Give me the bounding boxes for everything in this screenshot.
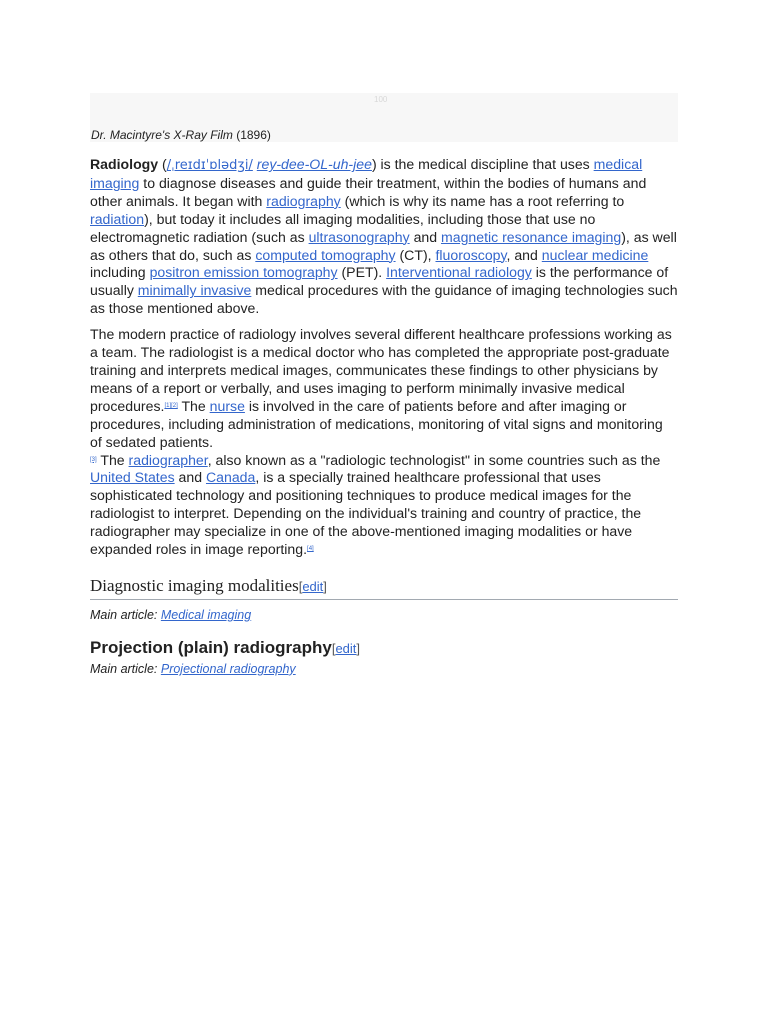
bracket: ] xyxy=(356,640,361,656)
text: ), as well as others that do, such as xyxy=(90,228,677,263)
edit-section-link xyxy=(299,579,327,594)
text: to diagnose diseases and guide their treatment, within the bodies of humans and other animals. It began with xyxy=(90,174,647,209)
caption-title: Dr. Macintyre's X-Ray Film xyxy=(91,128,233,142)
link-medical-imaging[interactable]: medical imaging xyxy=(90,156,643,191)
link-nurse[interactable]: nurse xyxy=(209,397,245,414)
main-article-note xyxy=(90,607,678,623)
text: , is a specially trained healthcare professional that uses sophisticated technology and positioning techniques to produce medical images for the radiologist to interpret. Depending on the individual's training and country of practice, the radiographer may specialize in one of the above-mentioned imaging modalities or have expanded roles in image reporting. xyxy=(90,469,642,558)
edit-subsection-link xyxy=(332,641,360,656)
subsection-heading-projection-radiography xyxy=(90,638,678,659)
text: and xyxy=(174,469,206,486)
link-radiation[interactable]: radiation xyxy=(90,210,145,227)
text: ( xyxy=(158,156,167,172)
text: , and xyxy=(506,246,542,263)
link-main-article-medical-imaging[interactable]: Medical imaging xyxy=(160,607,252,622)
text: including xyxy=(90,264,150,281)
reference-1-2[interactable]: [1][2] xyxy=(164,402,178,409)
text: ) is the medical discipline that uses xyxy=(371,156,594,172)
term-radiology: Radiology xyxy=(90,156,159,172)
section-title: Diagnostic imaging modalities xyxy=(90,575,299,595)
bracket: [ xyxy=(331,640,336,656)
edit-link[interactable]: edit xyxy=(335,640,357,656)
reference-3[interactable]: [3] xyxy=(90,456,97,463)
link-ultrasonography[interactable]: ultrasonography xyxy=(308,228,410,245)
bracket: [ xyxy=(298,578,303,594)
link-mri[interactable]: magnetic resonance imaging xyxy=(441,228,622,245)
text: is the performance of usually xyxy=(90,264,669,299)
text: medical procedures with the guidance of imaging technologies such as those mentioned above. xyxy=(90,282,678,317)
text: The xyxy=(177,397,210,414)
text: (PET). xyxy=(337,264,387,281)
hatnote-prefix: Main article: xyxy=(90,607,161,622)
text: ), but today it includes all imaging modalities, including those that use no electromagnetic radiation (such as xyxy=(90,210,596,245)
ipa-link[interactable]: /ˌreɪdɪˈɒlədʒi/ xyxy=(166,158,253,173)
text: and xyxy=(409,228,442,245)
text: The xyxy=(96,451,129,468)
text: The modern practice of radiology involves several different healthcare professions working as a team. The radiologist is a medical doctor who has completed the appropriate post-graduate training and interprets medical images, communicates these findings to other physicians by means of a report or verbally, and uses imaging to perform minimally invasive medical procedures. xyxy=(90,326,672,414)
hatnote-prefix: Main article: xyxy=(90,661,161,676)
link-minimally-invasive[interactable]: minimally invasive xyxy=(137,282,252,299)
link-fluoroscopy[interactable]: fluoroscopy xyxy=(435,246,507,263)
text: , also known as a "radiologic technologist" in some countries such as the xyxy=(207,451,661,468)
link-united-states[interactable]: United States xyxy=(90,469,175,486)
link-computed-tomography[interactable]: computed tomography xyxy=(255,246,396,263)
link-canada[interactable]: Canada xyxy=(205,469,256,486)
figure-image-placeholder[interactable]: 100 xyxy=(374,95,388,104)
reference-4[interactable]: [4] xyxy=(307,546,314,553)
link-pet[interactable]: positron emission tomography xyxy=(149,264,338,281)
intro-paragraph xyxy=(90,156,678,318)
subsection-title: Projection (plain) radiography xyxy=(90,637,332,657)
section-heading-diagnostic-imaging xyxy=(90,575,678,600)
edit-link[interactable]: edit xyxy=(302,578,324,594)
practice-paragraph xyxy=(90,326,678,559)
bracket: ] xyxy=(323,578,327,594)
link-radiography[interactable]: radiography xyxy=(266,192,341,209)
caption-year: (1896) xyxy=(232,128,271,142)
figure-caption xyxy=(91,128,271,142)
link-main-article-projectional-radiography[interactable]: Projectional radiography xyxy=(160,661,296,676)
text: is involved in the care of patients before and after imaging or procedures, including administration of medications, monitoring of vital signs and monitoring of sedated patients. xyxy=(90,397,663,450)
article-content xyxy=(90,93,678,677)
figure-box xyxy=(90,93,678,142)
respelling-link[interactable]: rey-dee-OL-uh-jee xyxy=(256,156,372,172)
link-interventional-radiology[interactable]: Interventional radiology xyxy=(386,264,532,281)
text: (CT), xyxy=(395,246,436,263)
link-nuclear-medicine[interactable]: nuclear medicine xyxy=(541,246,649,263)
text: (which is why its name has a root referring to xyxy=(340,192,625,209)
main-article-note xyxy=(90,661,678,677)
link-radiographer[interactable]: radiographer xyxy=(128,451,208,468)
